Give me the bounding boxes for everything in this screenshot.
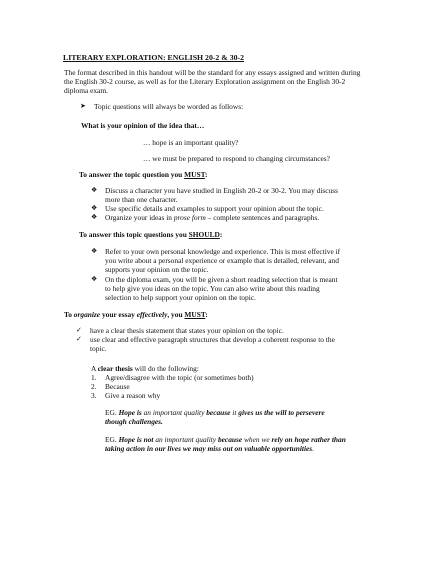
- organize-item-2-line-1: use clear and effective paragraph structures that develop a coherent response to the: [90, 335, 335, 344]
- should-item-2-line-2: to help give you ideas on the topic. You can also write about this reading: [105, 284, 320, 293]
- example-1: [105, 408, 325, 426]
- diamond-bullet-icon: ❖: [91, 186, 98, 194]
- organize-heading-mid-2: , you: [167, 310, 185, 319]
- topic-note-text: Topic questions will always be worded as follows:: [94, 102, 244, 111]
- organize-heading-italic-2: effectively: [136, 310, 168, 319]
- example-question-2: … we must be prepared to respond to changing circumstances?: [143, 154, 330, 163]
- diamond-bullet-icon: ❖: [91, 213, 98, 221]
- organize-keyword: MUST: [184, 310, 206, 319]
- thesis-intro: [91, 364, 199, 373]
- arrow-bullet-icon: ➤: [80, 102, 86, 110]
- should-keyword: SHOULD: [188, 230, 220, 239]
- example-2-part-e: rely on hope rather than: [271, 435, 346, 444]
- example-1-part-c: because: [206, 408, 231, 417]
- organize-heading-italic-1: organize: [73, 310, 101, 319]
- must-heading-text: To answer the topic question you: [79, 170, 185, 179]
- must-heading: [79, 170, 207, 179]
- thesis-intro-post: will do the following:: [132, 364, 199, 373]
- should-item-1-line-2: you write about a personal experience or example that is detailed, relevant, and: [105, 256, 339, 265]
- organize-item-1-text: have a clear thesis statement that states your opinion on the topic.: [90, 326, 284, 335]
- example-2-line-2: taking action in our lives we may miss out on valuable opportunities: [105, 444, 313, 453]
- thesis-list-number: 2.: [91, 382, 97, 391]
- intro-paragraph: The format described in this handout will be the standard for any essays assigned and written during the English 30-2 course, as well as for the Literary Exploration assignment on the English 30-2 diploma exam.: [64, 68, 361, 95]
- example-2-part-d: when we: [242, 435, 272, 444]
- document-title: LITERARY EXPLORATION: ENGLISH 20-2 & 30-2: [63, 53, 245, 62]
- example-2-part-c: because: [217, 435, 243, 444]
- example-1-line-2: though challenges.: [105, 417, 163, 426]
- thesis-list-number: 1.: [91, 373, 97, 382]
- should-item-2-line-3: selection to help support your opinion on the topic.: [105, 293, 256, 302]
- must-item-3-italic: prose form: [173, 213, 206, 222]
- diamond-bullet-icon: ❖: [91, 247, 98, 255]
- must-item-1-line-2: more than one character.: [105, 195, 178, 204]
- opinion-heading: What is your opinion of the idea that…: [81, 121, 205, 130]
- thesis-list-text: Agree/disagree with the topic (or sometimes both): [105, 373, 254, 382]
- example-2-part-a: Hope is not: [118, 435, 154, 444]
- thesis-list: [91, 373, 311, 403]
- should-heading-text: To answer this topic questions you: [79, 230, 189, 239]
- organize-heading-mid: your essay: [100, 310, 137, 319]
- organize-heading-colon: :: [205, 310, 208, 319]
- organize-heading: [64, 310, 208, 319]
- organize-item-2-line-2: topic.: [90, 344, 107, 353]
- must-item-3-post: – complete sentences and paragraphs.: [205, 213, 320, 222]
- example-1-part-a: Hope is: [118, 408, 142, 417]
- example-2-period: .: [312, 444, 315, 453]
- should-heading: [79, 230, 222, 239]
- diamond-bullet-icon: ❖: [91, 204, 98, 212]
- example-1-part-b: an important quality: [141, 408, 207, 417]
- thesis-list-text: Because: [105, 382, 130, 391]
- should-item-1-line-3: supports your opinion on the topic.: [105, 265, 209, 274]
- should-item-1-line-1: Refer to your own personal knowledge and experience. This is most effective if: [105, 247, 341, 256]
- diamond-bullet-icon: ❖: [91, 275, 98, 283]
- example-1-part-d: it: [230, 408, 239, 417]
- must-item-3-pre: Organize your ideas in: [105, 213, 174, 222]
- example-question-1: … hope is an important quality?: [143, 138, 239, 147]
- check-bullet-icon: ✓: [76, 335, 82, 343]
- example-1-lead: EG.: [105, 408, 119, 417]
- should-item-2-line-1: On the diploma exam, you will be given a short reading selection that is meant: [105, 275, 338, 284]
- must-item-2-text: Use specific details and examples to support your opinion about the topic.: [105, 204, 324, 213]
- thesis-list-text: Give a reason why: [105, 391, 161, 400]
- check-bullet-icon: ✓: [76, 326, 82, 334]
- must-item-1-line-1: Discuss a character you have studied in English 20-2 or 30-2. You may discuss: [105, 186, 338, 195]
- organize-heading-pre: To: [64, 310, 74, 319]
- example-1-part-e: gives us the will to persevere: [238, 408, 325, 417]
- should-heading-colon: :: [219, 230, 223, 239]
- example-2-lead: EG.: [105, 435, 119, 444]
- must-keyword: MUST: [184, 170, 205, 179]
- thesis-intro-pre: A: [91, 364, 98, 373]
- thesis-intro-bold: clear thesis: [97, 364, 133, 373]
- thesis-list-number: 3.: [91, 391, 97, 400]
- must-heading-colon: :: [204, 170, 208, 179]
- example-2: [105, 435, 346, 453]
- example-2-part-b: an important quality: [153, 435, 218, 444]
